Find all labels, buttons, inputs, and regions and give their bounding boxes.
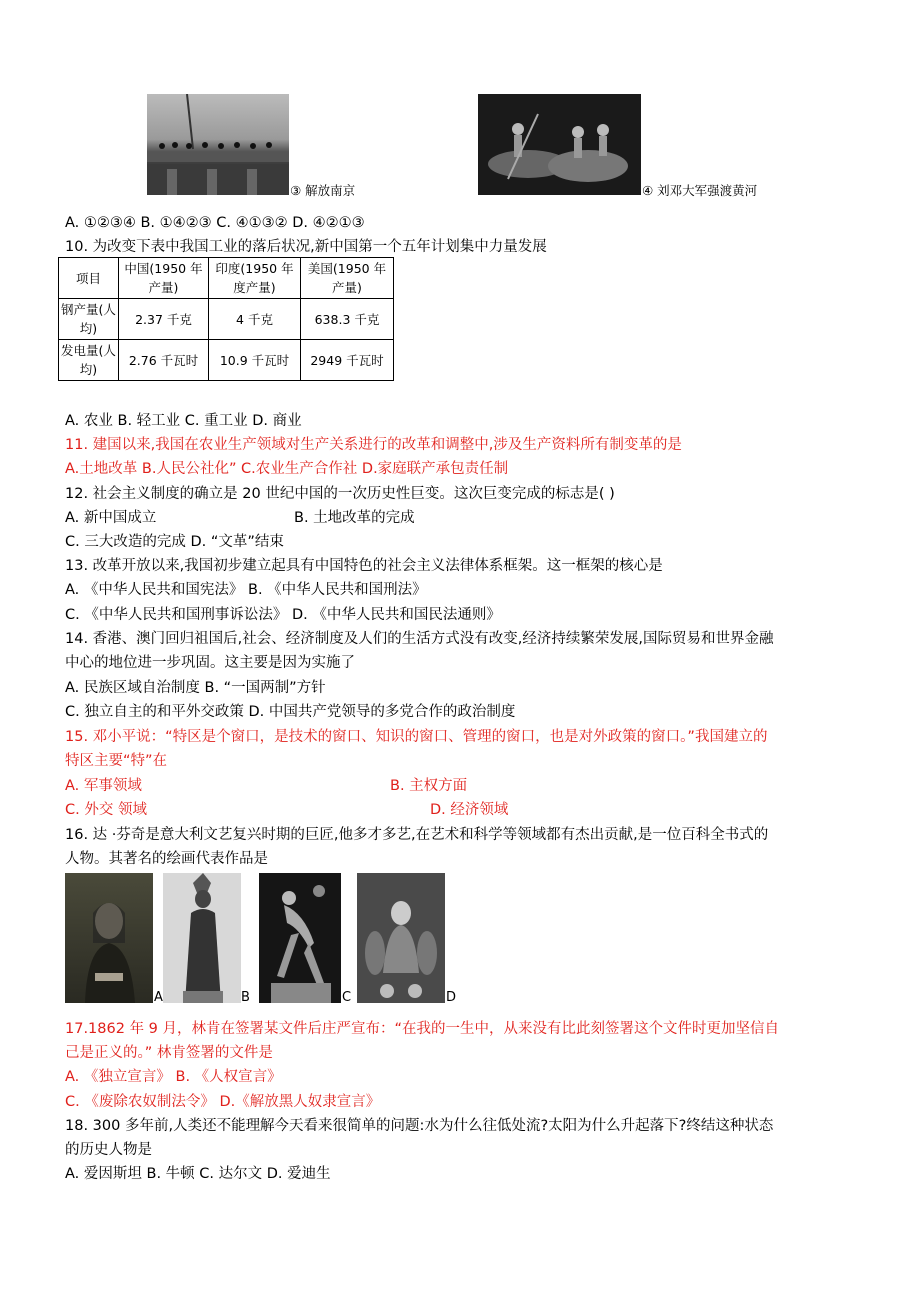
q14-stem-line2: 中心的地位进一步巩固。这主要是因为实施了 <box>65 655 355 671</box>
industry-comparison-table <box>58 257 394 381</box>
boat-soldiers-icon <box>478 94 641 195</box>
q18-options: A. 爱因斯坦 B. 牛顿 C. 达尔文 D. 爱迪生 <box>65 1166 331 1182</box>
q12-option-a: A. 新中国成立 <box>65 510 157 526</box>
photo4-caption: ④ 刘邓大军强渡黄河 <box>642 183 758 198</box>
q17-option-ab: A. 《独立宣言》 B. 《人权宣言》 <box>65 1069 282 1085</box>
q14-option-cd: C. 独立自主的和平外交政策 D. 中国共产党领导的多党合作的政治制度 <box>65 704 516 720</box>
q12-option-cd: C. 三大改造的完成 D. “文革”结束 <box>65 534 284 550</box>
building-rooftop-figures-icon <box>147 94 289 195</box>
painting-mona-lisa <box>65 873 153 1003</box>
portrait-woman-icon <box>65 873 153 1003</box>
q15-option-c: C. 外交 领域 <box>65 802 147 818</box>
painting-sistine-madonna <box>357 873 445 1003</box>
q9-options: A. ①②③④ B. ①④②③ C. ④①③② D. ④②①③ <box>65 215 365 231</box>
q15-option-b: B. 主权方面 <box>390 778 468 794</box>
statue-discobolus <box>259 873 341 1003</box>
table-cell: 10.9 千瓦时 <box>209 340 301 381</box>
discus-thrower-icon <box>259 873 341 1003</box>
table-cell: 2.76 千瓦时 <box>119 340 209 381</box>
q15-stem-line2: 特区主要“特”在 <box>65 753 168 769</box>
table-row <box>59 340 394 381</box>
photo-liberation-nanjing <box>147 94 289 195</box>
q18-stem-line2: 的历史人物是 <box>65 1142 152 1158</box>
painting-label-c: C <box>342 990 352 1005</box>
painting-label-d: D <box>446 990 457 1005</box>
q14-option-ab: A. 民族区域自治制度 B. “一国两制”方针 <box>65 680 326 696</box>
table-header-row <box>59 258 394 299</box>
q12-stem: 12. 社会主义制度的确立是 20 世纪中国的一次历史性巨变。这次巨变完成的标志是( ) <box>65 486 615 502</box>
q15-stem-line1: 15. 邓小平说：“特区是个窗口，是技术的窗口、知识的窗口、管理的窗口，也是对外政策的窗口。”我国建立的 <box>65 729 768 745</box>
table-cell: 4 千克 <box>209 299 301 340</box>
statue-figure-icon <box>163 873 241 1003</box>
q17-option-cd: C. 《废除农奴制法令》 D.《解放黑人奴隶宣言》 <box>65 1094 381 1110</box>
header-usa: 美国(1950 年产量) <box>301 258 394 299</box>
q18-stem-line1: 18. 300 多年前,人类还不能理解今天看来很简单的问题:水为什么往低处流?太阳为什么升起落下?终结这种状态 <box>65 1118 774 1134</box>
photo-crossing-yellow-river <box>478 94 641 195</box>
q15-option-a: A. 军事领域 <box>65 778 142 794</box>
header-china: 中国(1950 年产量) <box>119 258 209 299</box>
q10-options: A. 农业 B. 轻工业 C. 重工业 D. 商业 <box>65 413 302 429</box>
q13-option-cd: C. 《中华人民共和国刑事诉讼法》 D. 《中华人民共和国民法通则》 <box>65 607 501 623</box>
q13-option-ab: A. 《中华人民共和国宪法》 B. 《中华人民共和国刑法》 <box>65 582 427 598</box>
q16-stem-line2: 人物。其著名的绘画代表作品是 <box>65 851 268 867</box>
q14-stem-line1: 14. 香港、澳门回归祖国后,社会、经济制度及人们的生活方式没有改变,经济持续繁荣发展,国际贸易和世界金融 <box>65 631 774 647</box>
table-cell: 2949 千瓦时 <box>301 340 394 381</box>
q17-stem-line1: 17.1862 年 9 月，林肯在签署某文件后庄严宣布：“在我的一生中，从来没有比此刻签署这个文件时更加坚信自 <box>65 1021 780 1037</box>
q16-stem-line1: 16. 达 ·芬奇是意大利文艺复兴时期的巨匠,他多才多艺,在艺术和科学等领域都有杰出贡献,是一位百科全书式的 <box>65 827 769 843</box>
table-cell: 2.37 千克 <box>119 299 209 340</box>
madonna-figures-icon <box>357 873 445 1003</box>
q12-option-b: B. 土地改革的完成 <box>294 510 415 526</box>
photo3-caption: ③ 解放南京 <box>290 183 356 198</box>
q11-options: A.土地改革 B.人民公社化” C.农业生产合作社 D.家庭联产承包责任制 <box>65 461 509 477</box>
q17-stem-line2: 己是正义的。” 林肯签署的文件是 <box>65 1045 273 1061</box>
table-cell: 638.3 千克 <box>301 299 394 340</box>
header-india: 印度(1950 年度产量) <box>209 258 301 299</box>
q10-stem: 10. 为改变下表中我国工业的落后状况,新中国第一个五年计划集中力量发展 <box>65 239 547 255</box>
statue-athena <box>163 873 241 1003</box>
row-label: 钢产量(人均) <box>59 299 119 340</box>
q15-option-d: D. 经济领域 <box>430 802 509 818</box>
painting-label-a: A <box>154 990 163 1005</box>
q11-stem: 11. 建国以来,我国在农业生产领域对生产关系进行的改革和调整中,涉及生产资料所有制变革的是 <box>65 437 682 453</box>
table-row <box>59 299 394 340</box>
row-label: 发电量(人均) <box>59 340 119 381</box>
q13-stem: 13. 改革开放以来,我国初步建立起具有中国特色的社会主义法律体系框架。这一框架的核心是 <box>65 558 663 574</box>
painting-label-b: B <box>241 990 250 1005</box>
header-item: 项目 <box>59 258 119 299</box>
